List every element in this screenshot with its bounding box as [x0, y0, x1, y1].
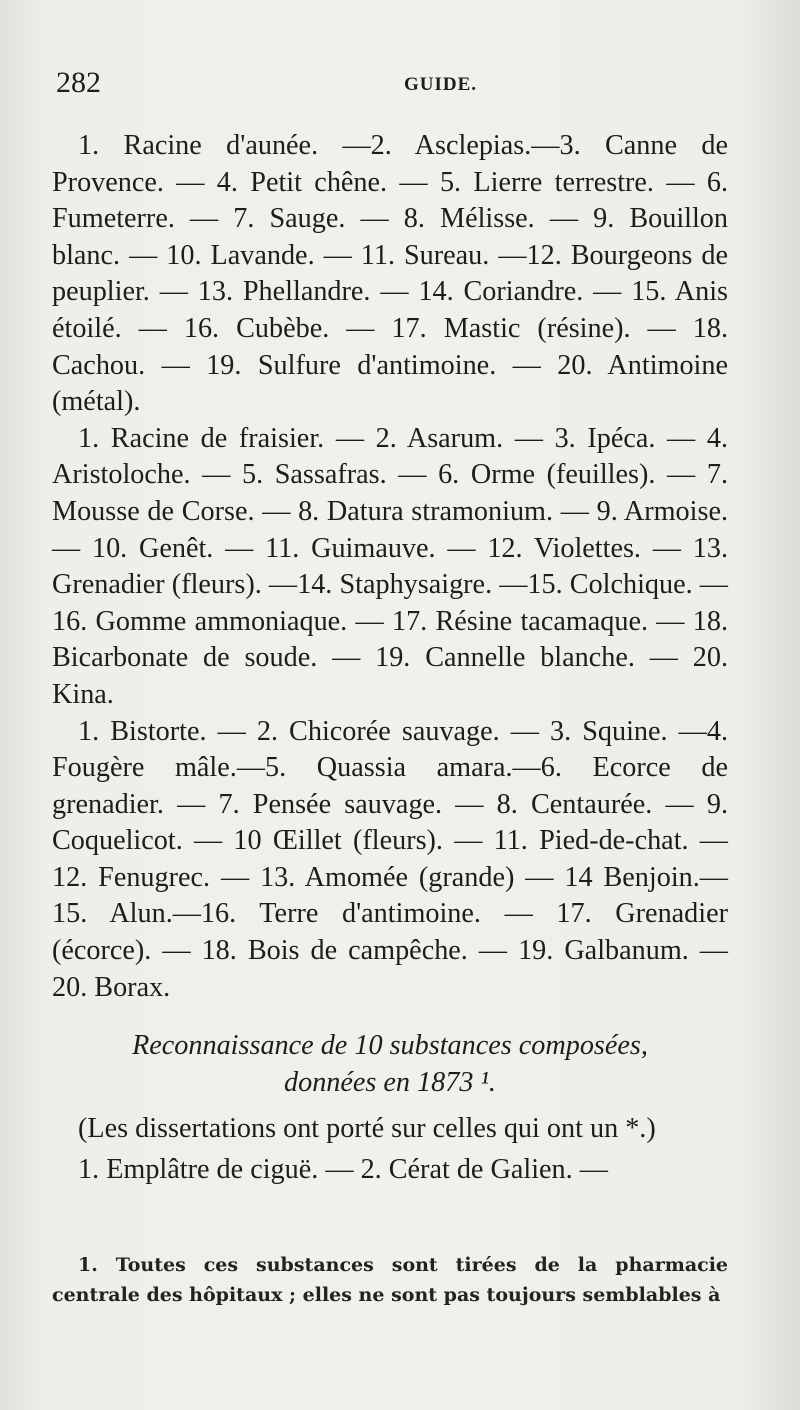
section-heading-line-1: Reconnaissance de 10 substances composées, [132, 1030, 648, 1062]
running-title: GUIDE. [404, 74, 478, 95]
page-number: 282 [56, 66, 101, 99]
paragraph-list-1: 1. Racine d'aunée. —2. Asclepias.—3. Canne de Provence. — 4. Petit chêne. — 5. Lierre terrestre. — 6. Fumeterre. — 7. Sauge. — 8. Mélisse. — 9. Bouillon blanc. — 10. Lavande. — 11. Sureau. —12. Bourgeons de peuplier. — 13. Phellandre. — 14. Coriandre. — 15. Anis étoilé. — 16. Cubèbe. — 17. Mastic (résine). — 18. Cachou. — 19. Sulfure d'antimoine. — 20. Antimoine (métal). [52, 130, 728, 418]
section-heading-line-2: données en 1873 ¹. [284, 1066, 496, 1098]
paragraph-list-3: 1. Bistorte. — 2. Chicorée sauvage. — 3. Squine. —4. Fougère mâle.—5. Quassia amara.—6. Ecorce de grenadier. — 7. Pensée sauvage. — 8. Centaurée. — 9. Coquelicot. — 10 Œillet (fleurs). — 11. Pied-de-chat. — 12. Fenugrec. — 13. Amomée (grande) — 14 Benjoin.—15. Alun.—16. Terre d'antimoine. — 17. Grenadier (écorce). — 18. Bois de campêche. — 19. Galbanum. — 20. Borax. [52, 715, 728, 1003]
page-header [56, 66, 736, 100]
footnote [52, 1250, 728, 1310]
paragraph-list-2: 1. Racine de fraisier. — 2. Asarum. — 3. Ipéca. — 4. Aristoloche. — 5. Sassafras. — 6. Orme (feuilles). — 7. Mousse de Corse. — 8. Datura stramonium. — 9. Armoise. — 10. Genêt. — 11. Guimauve. — 12. Violettes. — 13. Grenadier (fleurs). —14. Staphysaigre. —15. Colchique. —16. Gomme ammoniaque. — 17. Résine tacamaque. — 18. Bicarbonate de soude. — 19. Cannelle blanche. — 20. Kina. [52, 422, 728, 710]
section-note: (Les dissertations ont porté sur celles qui ont un *.) [78, 1113, 656, 1145]
main-text [52, 128, 728, 1189]
footnote-text: 1. Toutes ces substances sont tirées de la pharmacie centrale des hôpitaux ; elles ne sont pas toujours semblables à [52, 1254, 728, 1306]
section-first-entry: 1. Emplâtre de ciguë. — 2. Cérat de Galien. — [78, 1154, 608, 1186]
section-heading [52, 1028, 728, 1101]
